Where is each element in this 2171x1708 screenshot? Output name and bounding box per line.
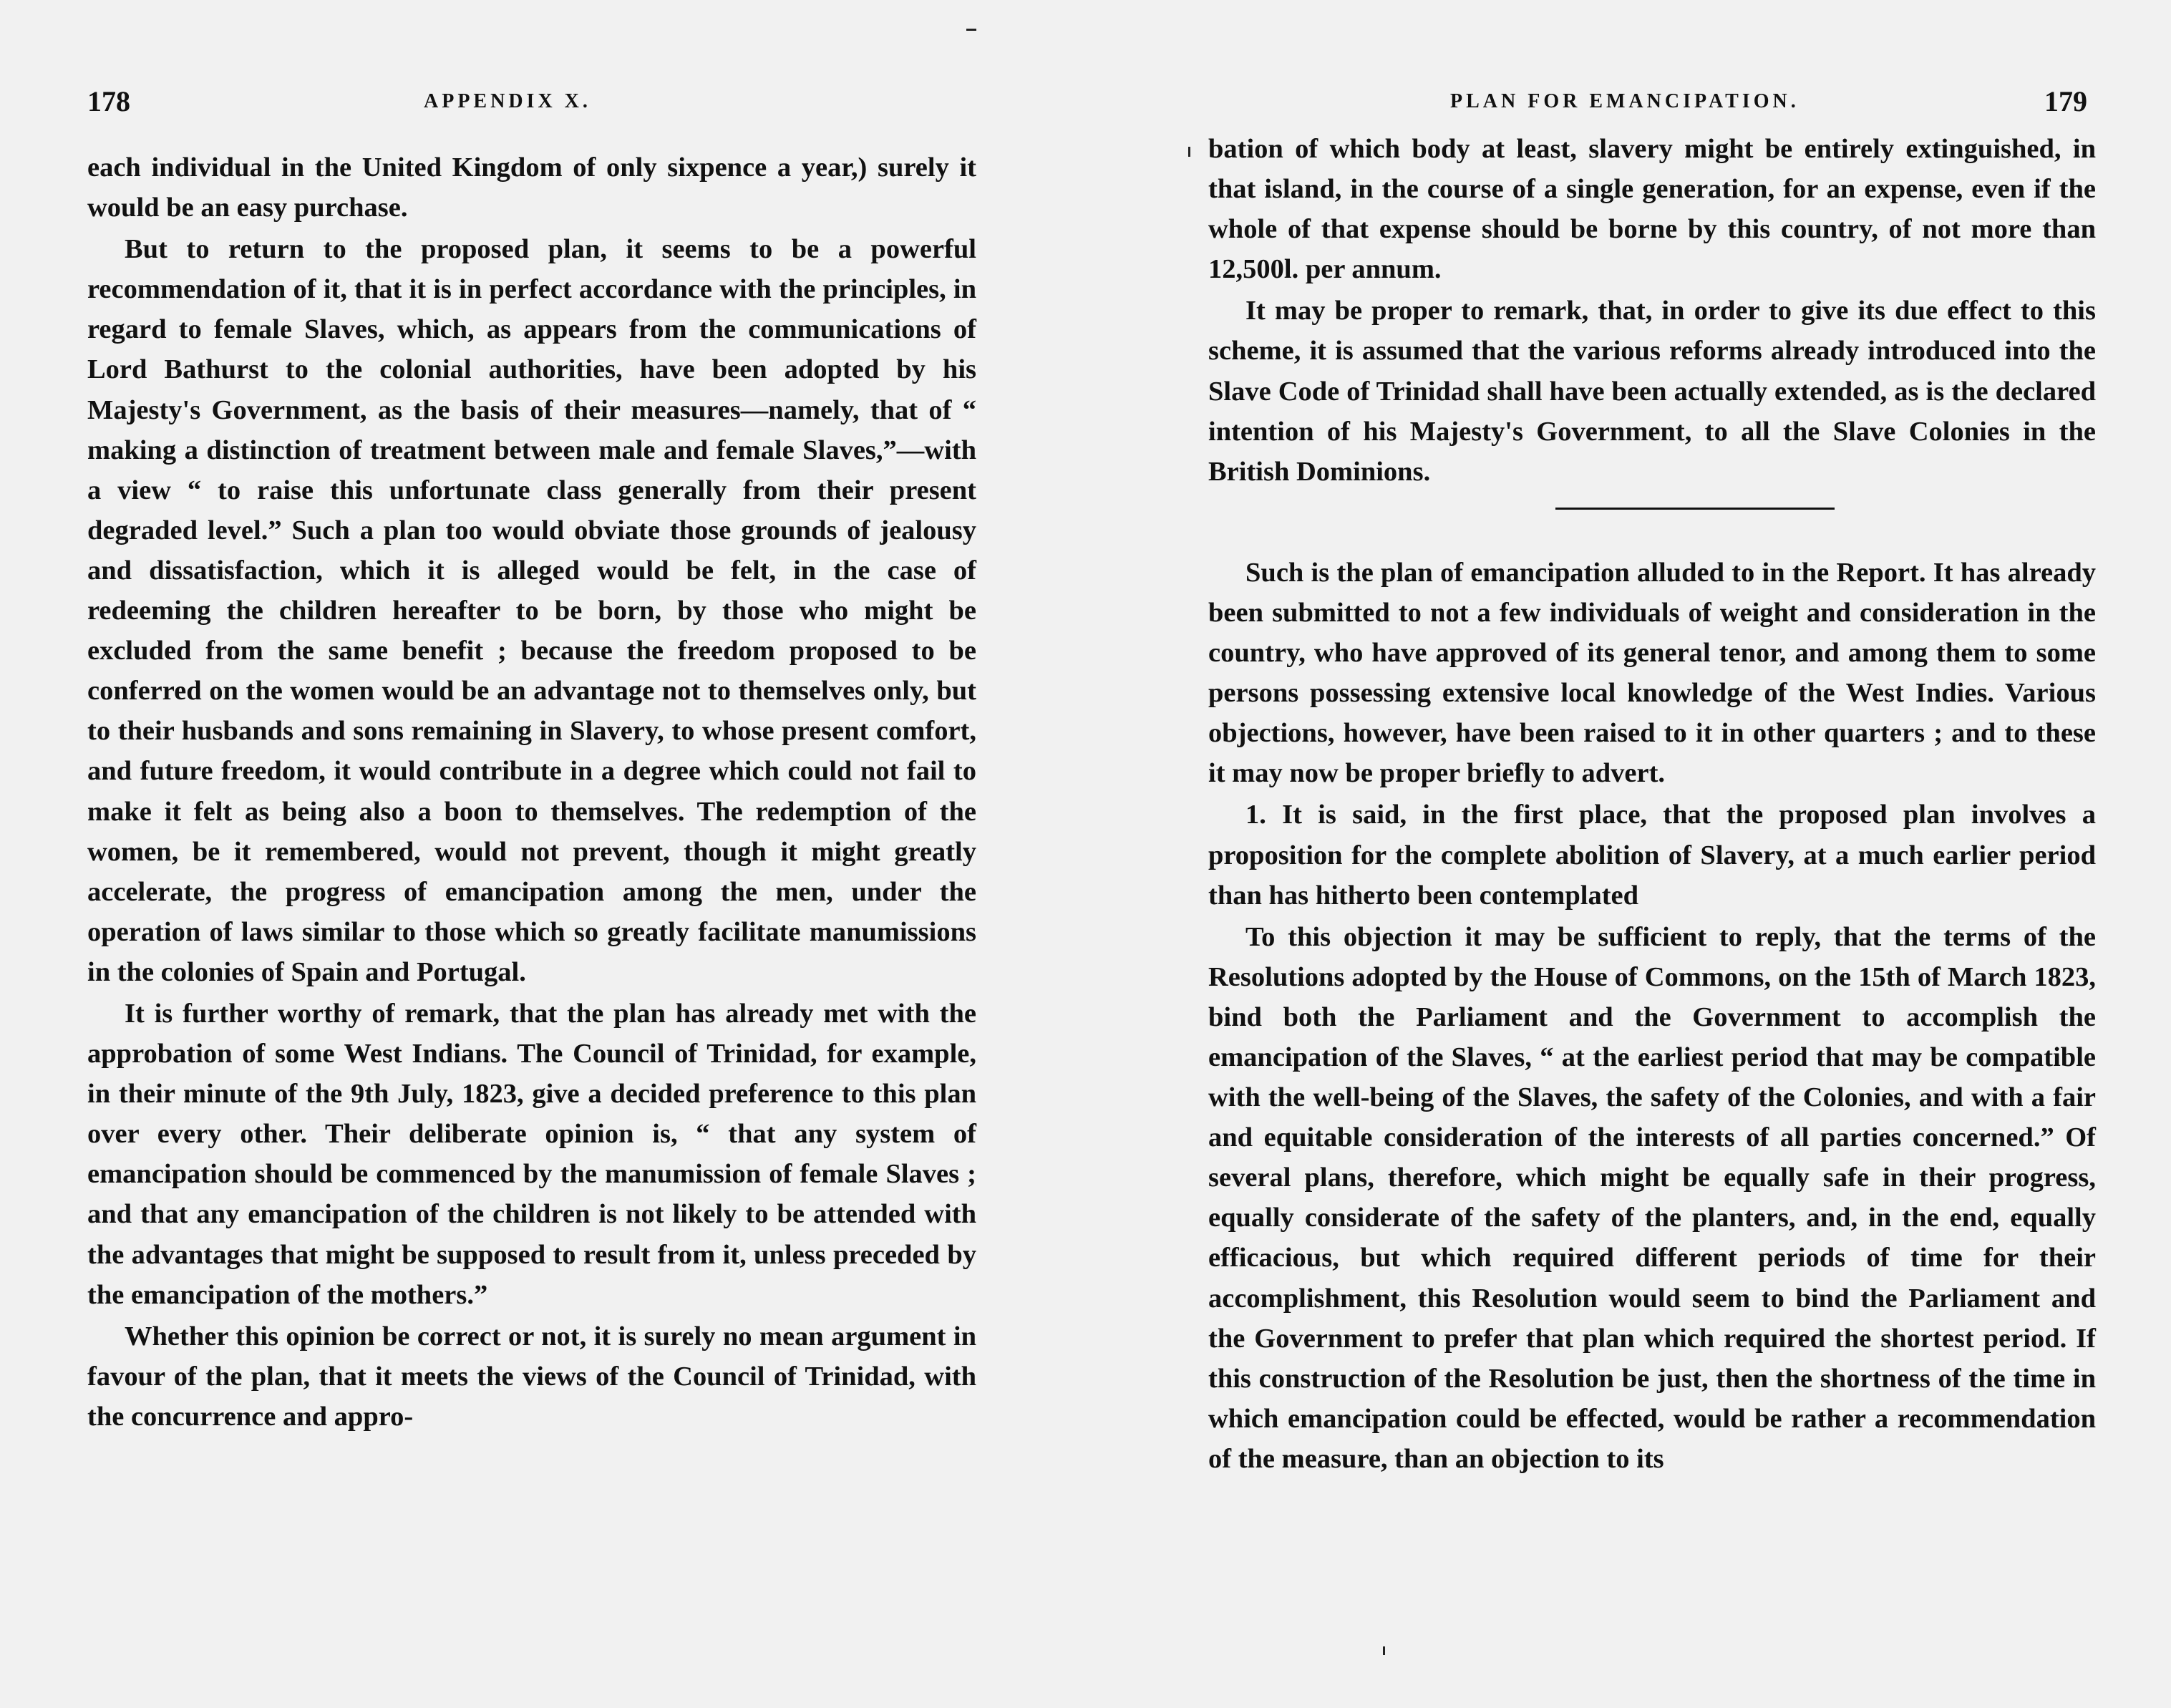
page-number: 179 (2044, 85, 2087, 117)
page-header (87, 84, 982, 127)
section-rule (1555, 508, 1835, 510)
page-body (87, 147, 976, 1437)
paragraph: But to return to the proposed plan, it seems to be a powerful recommendation of it, that it is in perfect accordance with the principles, in regard to female Slaves, which, as appears from the communications of Lord Bathurst to the colonial authorities, have been adopted by his Majesty's Government, as the basis of their measures—namely, that of “ making a distinction of treatment between male and female Slaves,”—with a view “ to raise this unfortunate class generally from their present degraded level.” Such a plan too would obviate those grounds of jealousy and dissatisfaction, which it is alleged would be felt, in the case of redeeming the children hereafter to be born, by those who might be excluded from the same benefit ; because the freedom proposed to be conferred on the women would be an advantage not to themselves only, but to their husbands and sons remaining in Slavery, to whose present comfort, and future freedom, it would contribute in a degree which could not fail to make it felt as being also a boon to themselves. The redemption of the women, be it remembered, would not prevent, though it might greatly accelerate, the progress of emancipation among the men, under the operation of laws similar to those which so greatly facilitate manumissions in the colonies of Spain and Portugal. (87, 234, 976, 987)
paragraph: It is further worthy of remark, that the plan has already met with the approbation of some West Indians. The Council of Trinidad, for example, in their minute of the 9th July, 1823, give a decided preference to this plan over every other. Their deliberate opinion is, “ that any system of emancipation should be commenced by the manumission of female Slaves ; and that any emancipation of the children is not likely to be attended with the advantages that might be supposed to result from it, unless preceded by the emancipation of the mothers.” (87, 998, 976, 1310)
paragraph: bation of which body at least, slavery might be entirely extinguished, in that island, in the course of a single generation, for an expense, even if the whole of that expense should be borne by this country, of not more than 12,500l. per annum. (1208, 134, 2096, 285)
running-head: APPENDIX X. (424, 90, 591, 112)
paragraph: Whether this opinion be correct or not, it is surely no mean argument in favour of the plan, that it meets the views of the Council of Trinidad, with the concurrence and appro- (87, 1321, 976, 1432)
page-body (1208, 129, 2096, 1479)
paragraph: 1. It is said, in the first place, that the proposed plan involves a proposition for the complete abolition of Slavery, at a much earlier period than has hitherto been contemplated (1208, 800, 2096, 911)
page-number: 178 (87, 85, 130, 117)
running-head: PLAN FOR EMANCIPATION. (1450, 90, 1800, 112)
page-header (1193, 84, 2087, 127)
paragraph: each individual in the United Kingdom of only sixpence a year,) surely it would be an easy purchase. (87, 152, 976, 223)
left-page (0, 0, 1085, 1708)
paragraph: It may be proper to remark, that, in order to give its due effect to this scheme, it is assumed that the various reforms already introduced into the Slave Code of Trinidad shall have been actually extended, as is the declared intention of his Majesty's Government, to all the Slave Colonies in the British Dominions. (1208, 296, 2096, 487)
right-page (1085, 0, 2171, 1708)
paragraph: To this objection it may be sufficient to reply, that the terms of the Resolutions adopted by the House of Commons, on the 15th of March 1823, bind both the Parliament and the Government to accomplish the emancipation of the Slaves, “ at the earliest period that may be compatible with the well-being of the Slaves, the safety of the Colonies, and with a fair and equitable consideration of the interests of all parties concerned.” Of several plans, therefore, which might be equally safe in their progress, equally considerate of the safety of the planters, and, in the end, equally efficacious, but which required different periods of time for their accomplishment, this Resolution would seem to bind the Parliament and the Government to prefer that plan which required the shortest period. If this construction of the Resolution be just, then the shortness of the time in which emancipation could be effected, would be rather a recommendation of the measure, than an objection to its (1208, 921, 2096, 1474)
paragraph: Such is the plan of emancipation alluded to in the Report. It has already been submitted to not a few individuals of weight and consideration in the country, who have approved of its general tenor, and among them to some persons possessing extensive local knowledge of the West Indies. Various objections, however, have been raised to it in other quarters ; and to these it may now be proper briefly to advert. (1208, 557, 2096, 789)
